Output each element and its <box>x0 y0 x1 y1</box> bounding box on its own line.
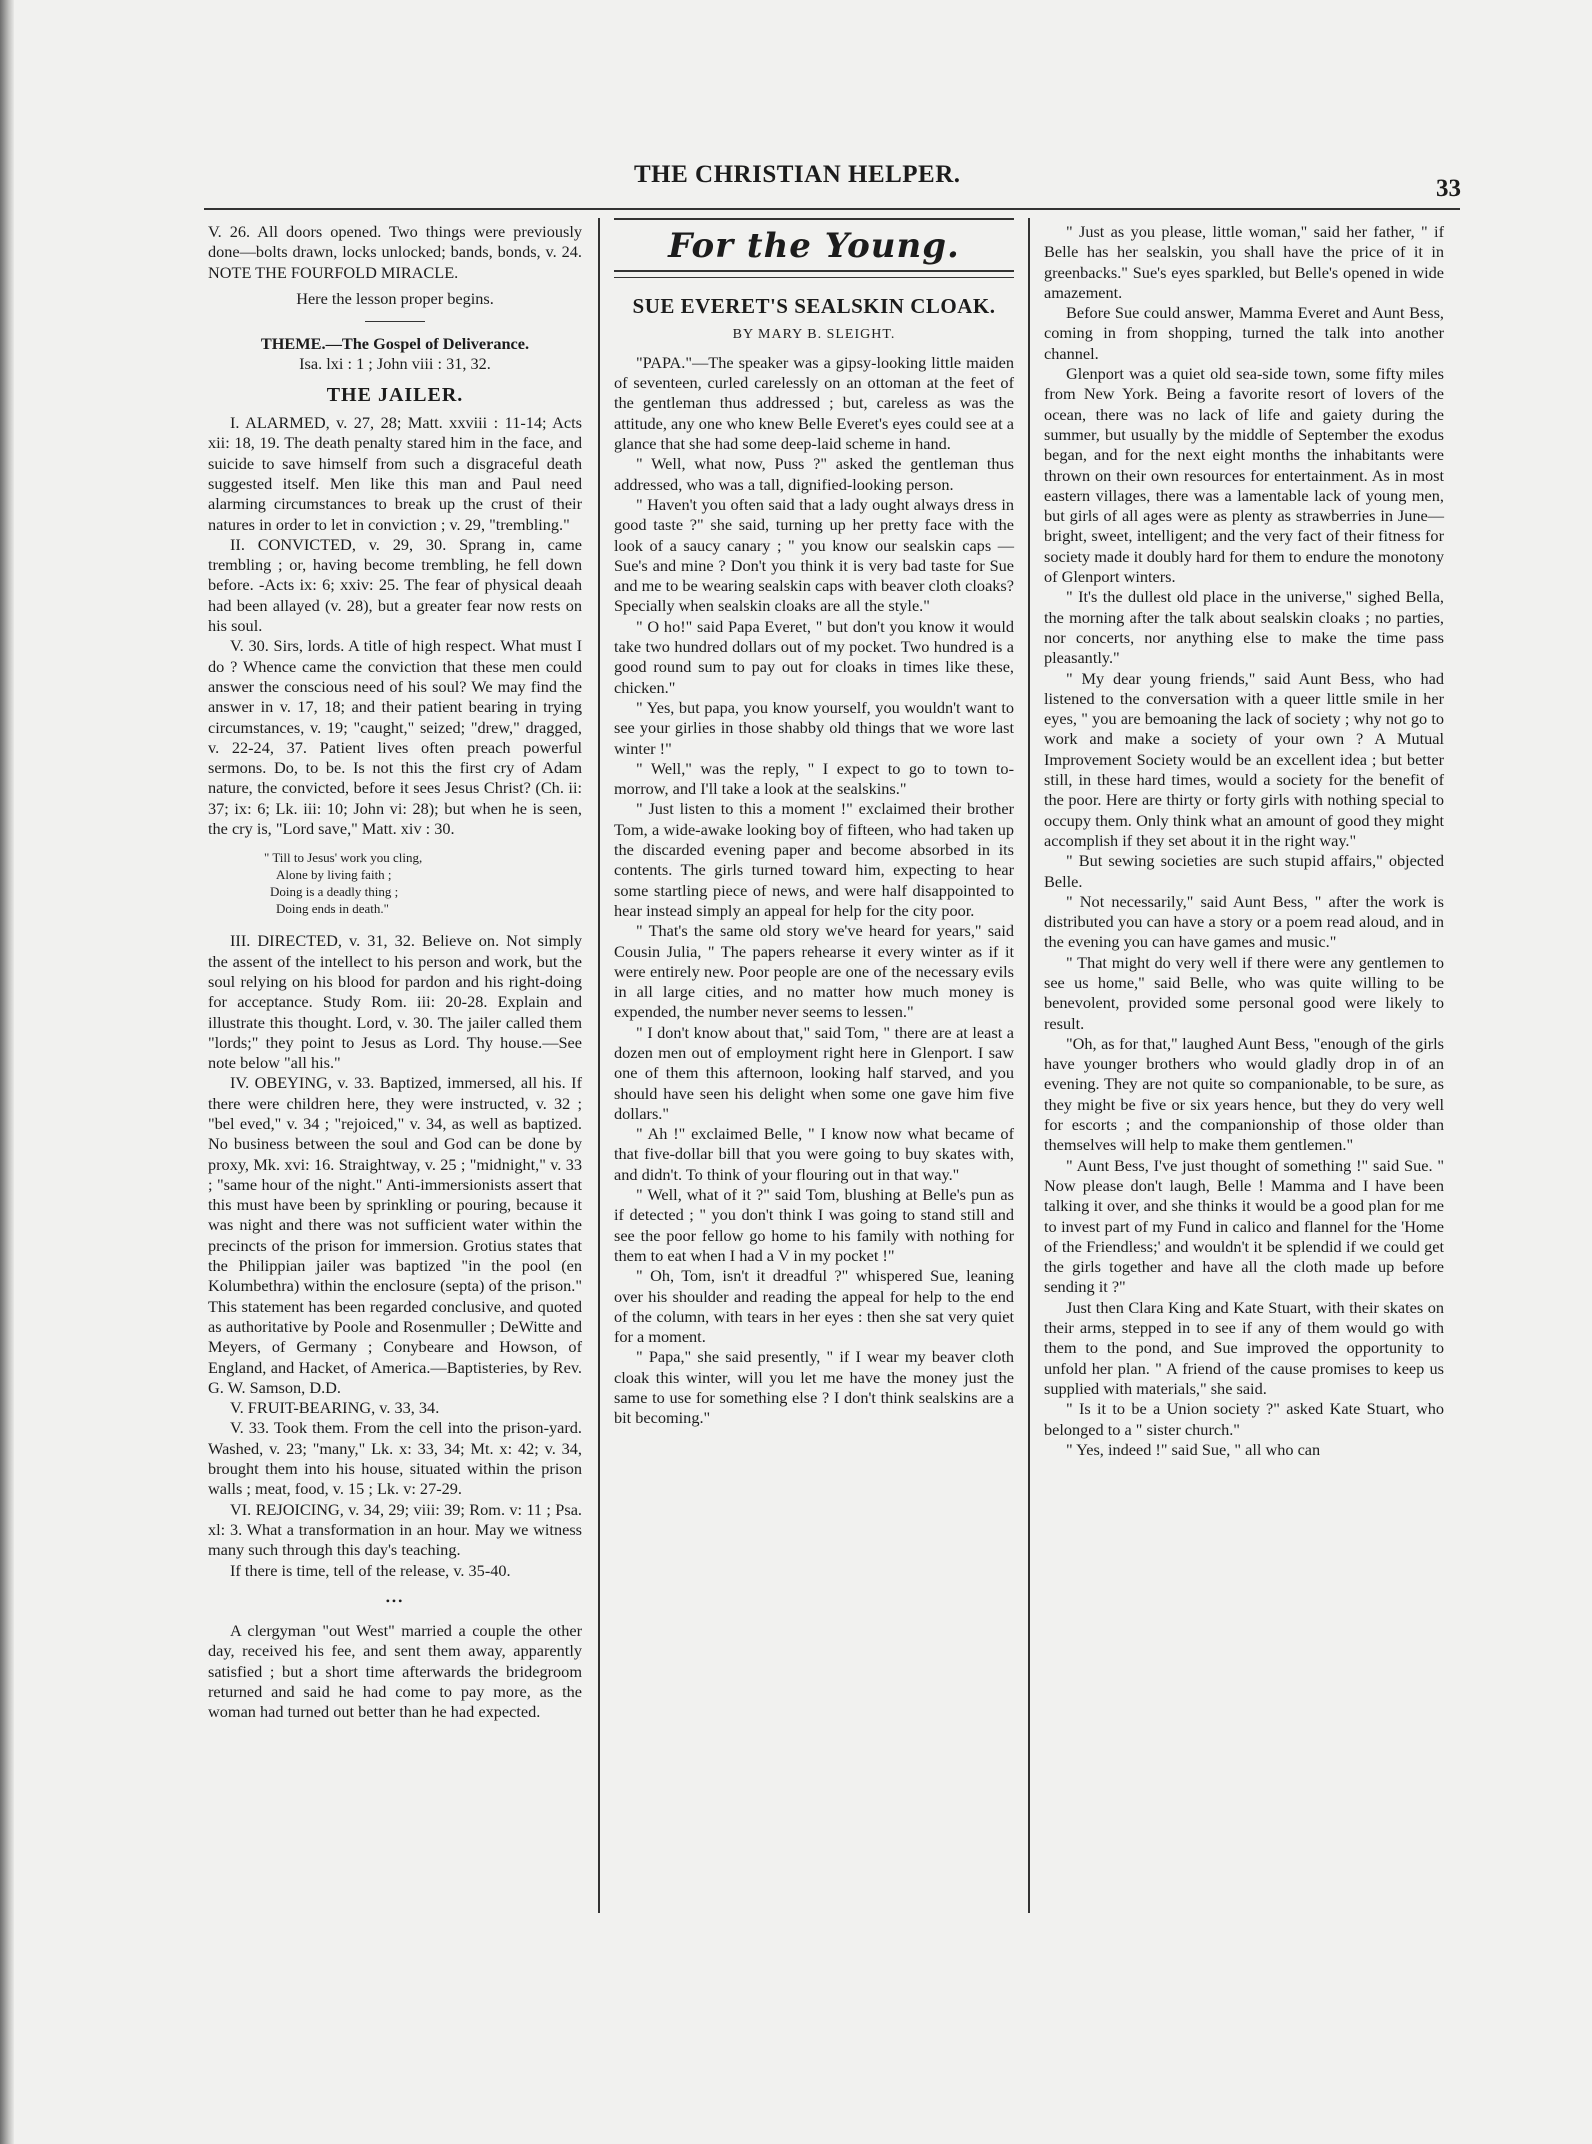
paragraph: Here the lesson proper begins. <box>296 288 494 308</box>
paragraph: III. DIRECTED, v. 31, 32. Believe on. Not simply the assent of the intellect to his person and work, but the soul relying on his blood for pardon and his right-doing for acceptance. Study Rom. iii: 20-28. Explain and illustrate this thought. Lord, v. 30. The jailer called them "lords;" they point to Jesus as Lord. Thy house.—See note below "all his." <box>208 931 582 1073</box>
page-number: 33 <box>1436 175 1461 202</box>
column-separator-1 <box>598 218 600 1913</box>
paragraph: " Oh, Tom, isn't it dreadful ?" whispered Sue, leaning over his shoulder and reading the appeal for help to the end of the column, with tears in her eyes : then she sat very quiet for a moment. <box>614 1266 1014 1347</box>
theme-reference: Isa. lxi : 1 ; John viii : 31, 32. <box>299 354 491 374</box>
story-byline: BY MARY B. SLEIGHT. <box>732 326 896 342</box>
paragraph: V. 26. All doors opened. Two things were previously done—bolts drawn, locks unlocked; bands, bonds, v. 24. NOTE THE FOURFOLD MIRACLE. <box>208 222 582 282</box>
paragraph: "Oh, as for that," laughed Aunt Bess, "enough of the girls have younger brothers who would gladly drop in of an evening. They are not quite so companionable, to be sure, as they might be five or six years hence, but they do very well for escorts ; and the companionship of those older than themselves will help to make them gentlemen." <box>1044 1033 1444 1155</box>
theme-line: THEME.—The Gospel of Deliverance. <box>260 334 530 354</box>
paragraph: " Papa," she said presently, " if I wear my beaver cloth cloak this winter, will you let me have the money just the same to use for something else ? I don't think sealskins are a bit becoming." <box>614 1347 1014 1428</box>
paragraph: " Not necessarily," said Aunt Bess, " after the work is distributed you can have a story or a poem read aloud, and in the evening you can have games and music." <box>1044 891 1444 952</box>
paragraph: " Just as you please, little woman," said her father, " if Belle has her sealskin, you shall have the price of it in greenbacks." Sue's eyes sparkled, but Belle's opened in wide amazement. <box>1044 222 1444 302</box>
paragraph: " That's the same old story we've heard for years," said Cousin Julia, " The papers rehearse it every winter as if it were entirely new. Poor people are one of the necessary evils in all large cities, and no matter how much money is expended, the number never seems to lessen." <box>614 921 1014 1022</box>
paragraph: " That might do very well if there were any gentlemen to see us home," said Belle, who was quite willing to be benevolent, provided some personal good were likely to result. <box>1044 952 1444 1033</box>
paragraph: I. ALARMED, v. 27, 28; Matt. xxviii : 11-14; Acts xii: 18, 19. The death penalty stared him in the face, and suicide to save himself from such a disgraceful death suggested itself. Men like this man and Paul need alarming circumstances to break up the crust of their natures in order to let in conviction ; v. 29, "trembling." <box>208 413 582 534</box>
section-top-rule <box>614 218 1014 220</box>
paragraph: Glenport was a quiet old sea-side town, some fifty miles from New York. Being a favorite resort of lovers of the ocean, there was no lack of life and gaiety during the summer, but usually by the middle of September the exodus began, and for the next eight months the inhabitants were thrown on their own resources for entertainment. As in most eastern villages, there was a lamentable lack of young men, but girls of all ages were as plenty as strawberries in June—bright, sweet, intelligent; and the very fact of their fitness for society made it doubly hard for them to endure the monotony of Glenport winters. <box>1044 364 1444 587</box>
paragraph: " Yes, indeed !" said Sue, " all who can <box>1066 1439 1321 1459</box>
paragraph: " Aunt Bess, I've just thought of something !" said Sue. " Now please don't laugh, Belle ! Mamma and I have been talking it over, and she thinks it would be a good plan for me to invest part of my Fund in calico and flannel for the 'Home of the Friendless;' and wouldn't it be splendid if we could get the girls together and have all the cloth made up before sending it ?" <box>1044 1155 1444 1297</box>
running-header-title: THE CHRISTIAN HELPER. <box>634 161 961 188</box>
column-separator-2 <box>1028 218 1030 1913</box>
paragraph: A clergyman "out West" married a couple the other day, received his fee, and sent them away, apparently satisfied ; but a short time afterwards the bridegroom returned and said he had come to pay more, as the woman had turned out better than he had expected. <box>208 1621 582 1722</box>
column-story <box>614 222 1014 1429</box>
paragraph: " Is it to be a Union society ?" asked Kate Stuart, who belonged to a " sister church." <box>1044 1399 1444 1439</box>
paragraph: VI. REJOICING, v. 34, 29; viii: 39; Rom. v: 11 ; Psa. xl: 3. What a transformation in an hour. May we witness many such through this day's teaching. <box>208 1499 582 1560</box>
paragraph: V. FRUIT-BEARING, v. 33, 34. <box>230 1398 440 1418</box>
verse-line: Doing ends in death." <box>276 901 389 917</box>
paragraph: " Well," was the reply, " I expect to go to town to-morrow, and I'll take a look at the sealskins." <box>614 758 1014 799</box>
column-lesson <box>208 222 582 1723</box>
paragraph: V. 33. Took them. From the cell into the prison-yard. Washed, v. 23; "many," Lk. x: 33, 34; Mt. x: 42; v. 34, brought them into his house, situated within the prison walls ; meat, food, v. 15 ; Lk. v: 27-29. <box>208 1418 582 1499</box>
paragraph: "PAPA."—The speaker was a gipsy-looking little maiden of seventeen, curled carelessly on an ottoman at the feet of the gentleman thus addressed ; but, careless as was the attitude, any one who knew Belle Everet's eyes could see at a glance that she had some deep-laid scheme in hand. <box>614 352 1014 454</box>
paragraph: If there is time, tell of the release, v. 35-40. <box>230 1560 511 1580</box>
section-heading: THE JAILER. <box>326 383 464 406</box>
paragraph: " Yes, but papa, you know yourself, you wouldn't want to see your girlies in those shabby old things that we wore last winter !" <box>614 697 1014 758</box>
paragraph: " Just listen to this a moment !" exclaimed their brother Tom, a wide-awake looking boy of fifteen, who had taken up the discarded evening paper and become absorbed in its contents. The girls turned toward him, expecting to hear some startling piece of news, and were half disappointed to hear instead simply an appeal for help for the city poor. <box>614 799 1014 920</box>
paragraph: " I don't know about that," said Tom, " there are at least a dozen men out of employment right here in Glenport. I saw one of them this afternoon, looking half starved, and you should have seen his delight when some one gave him five dollars." <box>614 1022 1014 1123</box>
paragraph: " O ho!" said Papa Everet, " but don't you know it would take two hundred dollars out of my pocket. Two hundred is a good round sum to pay out for cloaks in times like these, chicken." <box>614 616 1014 697</box>
section-double-rule <box>614 270 1014 278</box>
paragraph: Before Sue could answer, Mamma Everet and Aunt Bess, coming in from shopping, turned the talk into another channel. <box>1044 303 1444 363</box>
paragraph: " Ah !" exclaimed Belle, " I know now what became of that five-dollar bill that you were going to buy skates with, and didn't. To think of your flouring out in that way." <box>614 1124 1014 1184</box>
ornament-divider: ••• <box>385 1593 405 1608</box>
verse-line: " Till to Jesus' work you cling, <box>264 850 423 866</box>
verse-line: Alone by living faith ; <box>276 867 392 883</box>
story-title: SUE EVERET'S SEALSKIN CLOAK. <box>632 294 996 319</box>
column-story-continued <box>1044 222 1444 1460</box>
paragraph: " Haven't you often said that a lady ought always dress in good taste ?" she said, turning up her pretty face with the look of a saucy canary ; " you know our sealskin caps —Sue's and mine ? Don't you think it is very bad taste for Sue and me to be wearing sealskin caps with beaver cloth cloaks? Specially when sealskin cloaks are all the style." <box>614 494 1014 616</box>
paragraph: II. CONVICTED, v. 29, 30. Sprang in, came trembling ; or, having become trembling, he fell down before. -Acts ix: 6; xxiv: 25. The fear of physical deaah had been allayed (v. 28), but a greater fear now rests on his soul. <box>208 534 582 636</box>
paragraph: IV. OBEYING, v. 33. Baptized, immersed, all his. If there were children here, they were instructed, v. 32 ; "bel eved," v. 34 ; "rejoiced," v. 34, as well as baptized. No business between the soul and God can be done by proxy, Mk. xvi: 16. Straightway, v. 25 ; "midnight," v. 33 ; "same hour of the night." Anti-immersionists assert that this must have been by sprinkling or pouring, because it was night and there was not sufficient water within the precincts of the prison for immersion. Grotius states that the Philippian jailer was baptized "in the pool (en Kolumbethra) within the enclosure (septa) of the prison." This statement has been regarded conclusive, and quoted as authoritative by Poole and Rosenmuller ; DeWitte and Meyers, of Germany ; Conybeare and Howson, of England, and Hacket, of America.—Baptisteries, by Rev. G. W. Samson, D.D. <box>208 1073 582 1397</box>
paragraph: V. 30. Sirs, lords. A title of high respect. What must I do ? Whence came the conviction that these men could answer the conscious need of his soul? We may find the answer in v. 17, 18; and their patient bearing in trying circumstances, v. 19; "caught," seized; "drew," dragged, v. 22-24, 37. Patient lives often preach powerful sermons. Do, to be. Is not this the first cry of Adam nature, the convicted, before it sees Jesus Christ? (Ch. ii: 37; ix: 6; Lk. iii: 10; John vi: 28); but when he is seen, the cry is, "Lord save," Matt. xiv : 30. <box>208 636 582 839</box>
section-title: For the Young. <box>668 226 960 266</box>
paragraph: Just then Clara King and Kate Stuart, with their skates on their arms, stepped in to see if any of them would go with them to the pond, and Sue improved the opportunity to unfold her plan. " A friend of the cause promises to keep us supplied with materials," she said. <box>1044 1297 1444 1398</box>
paragraph: " It's the dullest old place in the universe," sighed Bella, the morning after the talk about sealskin cloaks ; no parties, nor concerts, nor anything else to make the time pass pleasantly." <box>1044 587 1444 668</box>
paragraph: " Well, what now, Puss ?" asked the gentleman thus addressed, who was a tall, dignified-looking person. <box>614 454 1014 494</box>
paragraph: " My dear young friends," said Aunt Bess, who had listened to the conversation with a queer little smile in her eyes, " you are bemoaning the lack of society ; why not go to work and make a society of your own ? A Mutual Improvement Society would be an excellent idea ; but better still, in these hard times, would a society for the benefit of the poor. Here are thirty or forty girls with nothing special to occupy them. Only think what an amount of good they might accomplish if they set about it in the right way." <box>1044 668 1444 850</box>
paragraph: " Well, what of it ?" said Tom, blushing at Belle's pun as if detected ; " you don't think I was going to stand still and see the poor fellow go home to his family with nothing for them to eat when I had a V in my pocket !" <box>614 1185 1014 1265</box>
header-rule <box>204 208 1460 210</box>
verse-quote <box>264 849 582 917</box>
paragraph: " But sewing societies are such stupid affairs," objected Belle. <box>1044 851 1444 891</box>
verse-line: Doing is a deadly thing ; <box>270 884 399 900</box>
divider <box>365 321 425 322</box>
